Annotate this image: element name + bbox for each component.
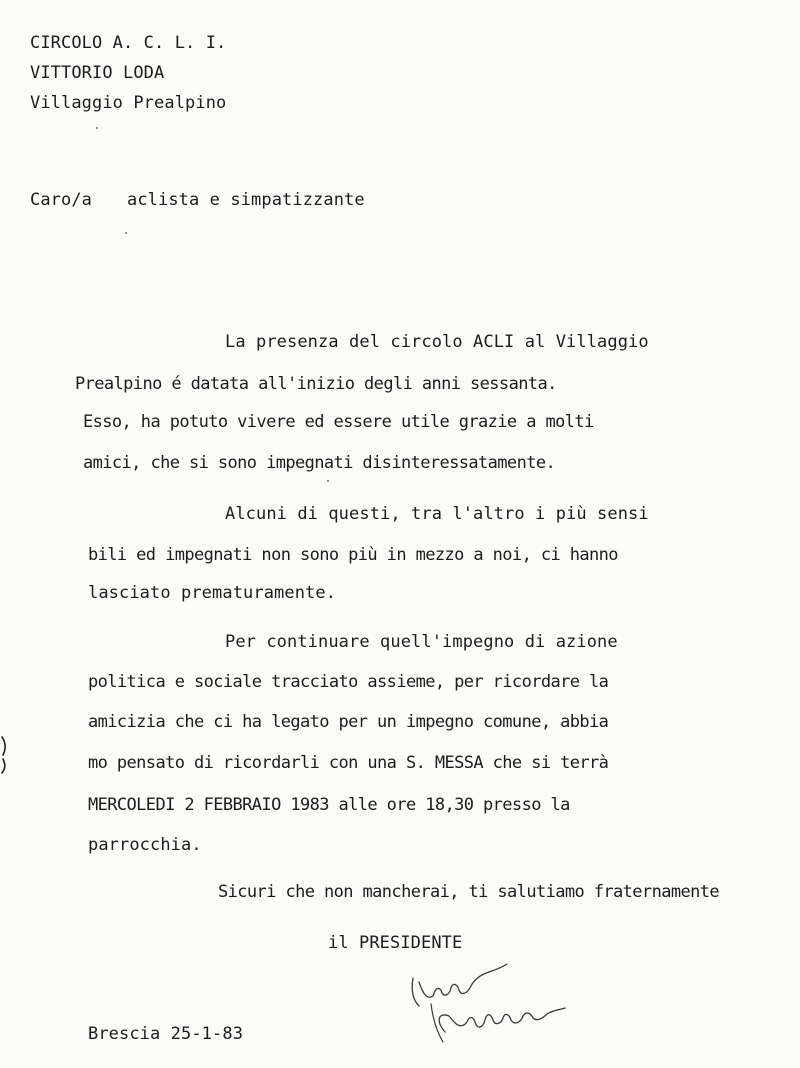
paragraph-line: parrocchia. [88, 835, 202, 855]
salutation-recipient: aclista e simpatizzante [127, 190, 365, 210]
paragraph-line: amicizia che ci ha legato per un impegno comune, abbia [88, 712, 609, 732]
paper-speck [125, 232, 127, 234]
paragraph-line: La presenza del circolo ACLI al Villaggio [225, 332, 649, 352]
paragraph-line: bili ed impegnati non sono più in mezzo a noi, ci hanno [88, 545, 618, 565]
salutation-greeting: Caro/a [30, 190, 93, 210]
closing-role: il PRESIDENTE [328, 933, 463, 953]
paragraph-line: Alcuni di questi, tra l'altro i più sensi [225, 504, 649, 524]
paragraph-line: Prealpino é datata all'inizio degli anni sessanta. [75, 374, 557, 394]
paper-speck [96, 127, 98, 129]
sender-place: Villaggio Prealpino [30, 93, 227, 113]
paragraph-line: lasciato prematuramente. [88, 583, 337, 603]
paragraph-line: Per continuare quell'impegno di azione [225, 632, 618, 652]
paragraph-line: Esso, ha potuto vivere ed essere utile grazie a molti [83, 412, 594, 432]
paper-speck [327, 480, 329, 482]
sender-name: VITTORIO LODA [30, 63, 165, 83]
paragraph-line: MERCOLEDI 2 FEBBRAIO 1983 alle ore 18,30 presso la [88, 795, 570, 815]
margin-mark [0, 735, 10, 775]
paragraph-line: amici, che si sono impegnati disinteressatamente. [83, 453, 556, 473]
closing-farewell: Sicuri che non mancherai, ti salutiamo fraternamente [218, 882, 720, 902]
paragraph-line: mo pensato di ricordarli con una S. MESSA che si terrà [88, 753, 609, 773]
paragraph-line: politica e sociale tracciato assieme, per ricordare la [88, 672, 609, 692]
sender-organization: CIRCOLO A. C. L. I. [30, 33, 227, 53]
handwritten-signature [405, 960, 575, 1050]
place-date: Brescia 25-1-83 [88, 1024, 244, 1044]
